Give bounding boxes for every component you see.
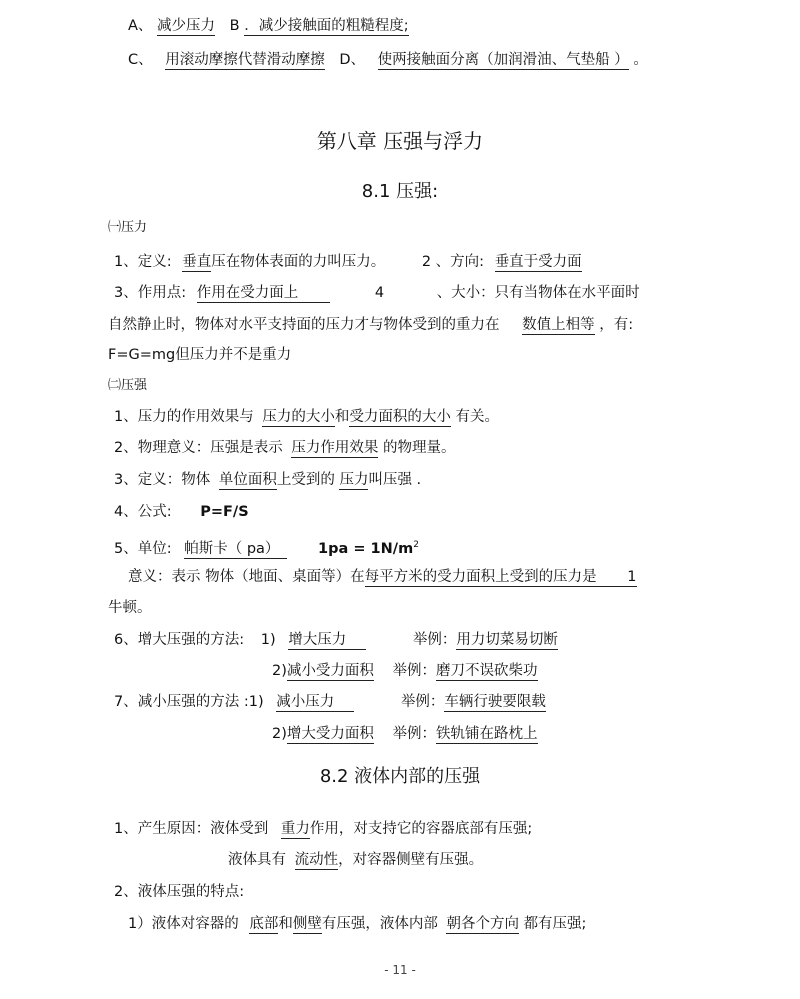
subheading: ㈡压强 (108, 378, 148, 393)
paragraph-line: 3、定义：物体 单位面积上受到的 压力叫压强 . (114, 472, 422, 488)
formula: P=F/S (200, 504, 249, 520)
answer-blank: 减少压力 (157, 18, 216, 34)
chapter-title: 第八章 压强与浮力 (316, 129, 484, 153)
paragraph-line: 6、增大压强的方法: 1) 增大压力 举例：用力切菜易切断 (114, 632, 558, 648)
answer-blank: 使两接触面分离（加润滑油、气垫船 ） (377, 52, 629, 68)
paragraph-line: 1、产生原因：液体受到 重力作用，对支持它的容器底部有压强; (114, 821, 533, 837)
option-a-b-line: A、 减少压力 B ．减少接触面的粗糙程度; (128, 18, 409, 34)
paragraph-line: 4、公式: P=F/S (114, 504, 249, 520)
paragraph-line: 2、物理意义：压强是表示 压力作用效果 的物理量。 (114, 440, 456, 456)
paragraph-line: 1、定义: 垂直压在物体表面的力叫压力。 2 、方向: 垂直于受力面 (114, 254, 582, 270)
paragraph-line: 3、作用点: 作用在受力面上 4 、大小：只有当物体在水平面时 (114, 285, 640, 301)
paragraph-line: 1、压力的作用效果与 压力的大小和受力面积的大小 有关。 (114, 409, 499, 425)
paragraph-line: 2、液体压强的特点: (114, 884, 245, 900)
page-number: - 11 - (384, 963, 416, 977)
paragraph-line: 自然静止时，物体对水平支持面的压力才与物体受到的重力在 数值上相等 ，有: (108, 317, 634, 333)
paragraph-line: 意义：表示 物体（地面、桌面等）在每平方米的受力面积上受到的压力是 1 (128, 569, 637, 585)
paragraph-line: 5、单位: 帕斯卡（ pa） $1pa = 1N/m^2$ (114, 540, 419, 557)
paragraph-line: 7、减小压强的方法 :1) 减小压力 举例：车辆行驶要限载 (114, 694, 546, 710)
answer-blank: 用滚动摩擦代替滑动摩擦 (165, 52, 325, 68)
answer-blank: ．减少接触面的粗糙程度; (244, 18, 409, 34)
paragraph-line: 液体具有 流动性，对容器侧壁有压强。 (228, 852, 484, 868)
section-title: 8.2 液体内部的压强 (319, 766, 481, 787)
paragraph-line: F=G=mg但压力并不是重力 (108, 347, 292, 363)
subheading: ㈠压力 (108, 220, 148, 235)
paragraph-line: 2)增大受力面积 举例：铁轨铺在路枕上 (272, 726, 538, 742)
paragraph-line: 牛顿。 (108, 600, 152, 616)
section-title: 8.1 压强: (361, 181, 439, 202)
option-c-d-line: C、 用滚动摩擦代替滑动摩擦 D、 使两接触面分离（加润滑油、气垫船 ） 。 (128, 52, 648, 68)
paragraph-line: 2)减小受力面积 举例：磨刀不误砍柴功 (272, 663, 538, 679)
paragraph-line: 1）液体对容器的 底部和侧壁有压强，液体内部 朝各个方向 都有压强; (128, 916, 587, 932)
